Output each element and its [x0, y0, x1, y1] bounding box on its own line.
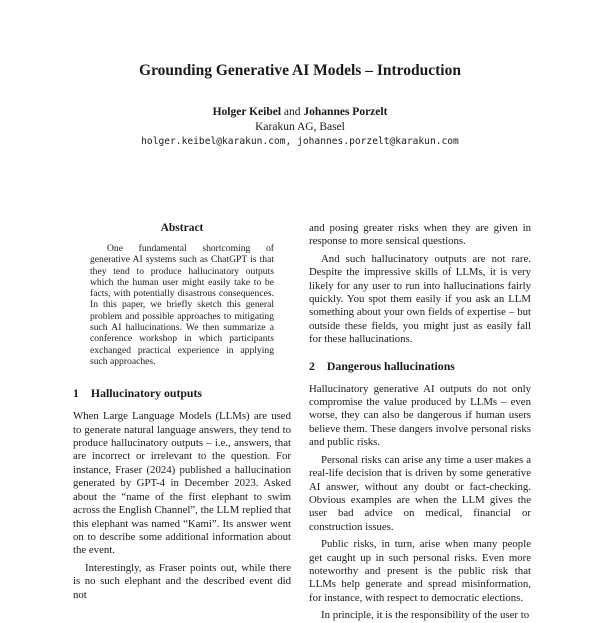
abstract-heading: Abstract [160, 222, 204, 234]
section-2-paragraph-3: Public risks, in turn, arise when many people get caught up in such personal risks. Even more noteworthy and present is the public risk that LLMs help generate and spread misinformation, for instance, with respect to democratic elections. [309, 538, 531, 604]
section-2-heading [309, 359, 531, 374]
author-line [0, 106, 600, 118]
author-2: Johannes Porzelt [303, 106, 388, 118]
paper-title: Grounding Generative AI Models – Introduction [139, 62, 461, 79]
left-column [73, 222, 291, 602]
abstract-body: One fundamental shortcoming of generative AI systems such as ChatGPT is that they tend to produce hallucinatory outputs which the human user might easily take to be facts, with potentially disastrous consequences. In this paper, we briefly sketch this general problem and possible approaches to mitigating such AI hallucinations. We then summarize a conference workshop in which participants exchanged practical experience in applying such approaches. [90, 243, 274, 367]
author-1: Holger Keibel [212, 106, 282, 118]
section-1-paragraph-2: Interestingly, as Fraser points out, while there is no such elephant and the described event did not [73, 561, 291, 601]
author-emails: holger.keibel@karakun.com, johannes.porzelt@karakun.com [141, 136, 459, 147]
continued-paragraph: and posing greater risks when they are given in response to more sensical questions. [309, 222, 531, 248]
right-column [309, 222, 531, 623]
section-1-heading [73, 386, 291, 401]
section-2-title: Dangerous hallucinations [326, 358, 455, 373]
affiliation: Karakun AG, Basel [255, 121, 345, 133]
section-1-paragraph-1: When Large Language Models (LLMs) are used to generate natural language answers, they tend to produce hallucinatory outputs – i.e., answers, that are incorrect or irrelevant to the question. For instance, Fraser (2024) published a hallucination generated by GPT-4 in December 2023. Asked about the “name of the first elephant to swim across the English Channel”, the LLM replied that this elephant was named “Kami”. Its answer went on to describe some additional information about the event. [73, 410, 291, 557]
section-2-paragraph-4: In principle, it is the responsibility of the user to [321, 609, 530, 622]
abstract-text [90, 243, 274, 367]
section-1-number: 1 [73, 386, 79, 401]
section-2-paragraph-2: Personal risks can arise any time a user makes a real-life decision that is driven by some generative AI answer, without any doubt or fact-checking. Obvious examples are when the LLM gives the user bad advice on medical, financial or construction issues. [309, 453, 531, 533]
hallucinations-rare-paragraph: And such hallucinatory outputs are not rare. Despite the impressive skills of LLMs, it is very likely for any user to run into hallucinations fairly quickly. You spot them easily if you ask an LLM something about your own fields of expertise – but outside these fields, you might just as easily fall for these hallucinations. [309, 252, 531, 346]
section-2-number: 2 [309, 358, 315, 373]
author-conjunction: and [283, 106, 301, 118]
section-1-title: Hallucinatory outputs [90, 386, 203, 401]
section-2-paragraph-1: Hallucinatory generative AI outputs do not only compromise the value produced by LLMs – even worse, they can also be dangerous if human users believe them. These dangers involve personal risks and public risks. [309, 382, 531, 449]
